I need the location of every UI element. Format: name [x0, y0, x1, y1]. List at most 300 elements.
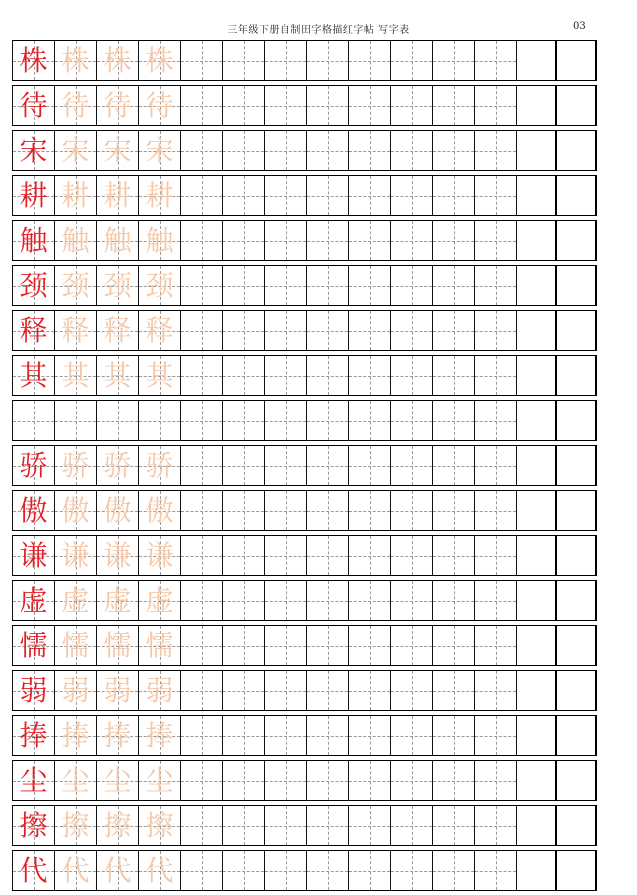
- trace-cell: [96, 806, 138, 845]
- model-character: 懦: [19, 628, 48, 662]
- writing-cell[interactable]: [222, 356, 264, 395]
- writing-cell[interactable]: [348, 311, 390, 350]
- writing-cell[interactable]: [180, 86, 222, 125]
- trace-cell: [54, 446, 96, 485]
- trace-character: 释: [61, 313, 90, 347]
- writing-cell[interactable]: [180, 131, 222, 170]
- writing-cell[interactable]: [180, 716, 222, 755]
- trace-character: 懦: [103, 628, 132, 662]
- grid-end-line: [516, 806, 517, 845]
- writing-cell[interactable]: [306, 536, 348, 575]
- trace-character: 释: [145, 313, 174, 347]
- trace-cell: [96, 626, 138, 665]
- practice-grid: [12, 40, 597, 895]
- writing-cell[interactable]: [180, 671, 222, 710]
- writing-cell[interactable]: [306, 806, 348, 845]
- trace-cell: [138, 266, 180, 305]
- blank-box[interactable]: [555, 356, 597, 395]
- writing-cell[interactable]: [264, 221, 306, 260]
- trace-cell: [54, 671, 96, 710]
- trace-character: 傲: [145, 493, 174, 527]
- writing-cell[interactable]: [474, 536, 516, 575]
- writing-cell[interactable]: [180, 176, 222, 215]
- model-cell: [12, 176, 54, 215]
- trace-character: 傲: [61, 493, 90, 527]
- writing-cell[interactable]: [348, 266, 390, 305]
- blank-box[interactable]: [555, 626, 597, 665]
- trace-character: 代: [61, 853, 90, 887]
- writing-cell[interactable]: [474, 671, 516, 710]
- trace-character: 耕: [61, 178, 90, 212]
- writing-cell[interactable]: [306, 266, 348, 305]
- blank-box[interactable]: [555, 806, 597, 845]
- writing-cell[interactable]: [432, 446, 474, 485]
- writing-cell[interactable]: [432, 851, 474, 890]
- grid-end-line: [516, 581, 517, 620]
- writing-cell[interactable]: [264, 131, 306, 170]
- writing-cell[interactable]: [264, 266, 306, 305]
- writing-cell[interactable]: [306, 401, 348, 440]
- writing-cell[interactable]: [390, 626, 432, 665]
- blank-box[interactable]: [555, 221, 597, 260]
- writing-cell[interactable]: [390, 716, 432, 755]
- trace-cell: [96, 221, 138, 260]
- trace-cell: [138, 581, 180, 620]
- trace-character: 尘: [145, 763, 174, 797]
- writing-cell[interactable]: [180, 266, 222, 305]
- writing-cell[interactable]: [348, 581, 390, 620]
- trace-cell: [96, 356, 138, 395]
- writing-cell[interactable]: [180, 311, 222, 350]
- trace-character: 骄: [103, 448, 132, 482]
- writing-cell[interactable]: [222, 221, 264, 260]
- page-number: 03: [573, 21, 586, 32]
- writing-cell[interactable]: [306, 86, 348, 125]
- writing-cell[interactable]: [432, 761, 474, 800]
- writing-cell[interactable]: [390, 536, 432, 575]
- writing-cell[interactable]: [432, 581, 474, 620]
- model-cell: [12, 401, 54, 440]
- writing-cell[interactable]: [432, 176, 474, 215]
- writing-cell[interactable]: [180, 851, 222, 890]
- grid-end-line: [516, 311, 517, 350]
- writing-cell[interactable]: [348, 131, 390, 170]
- writing-cell[interactable]: [474, 446, 516, 485]
- model-character: 骄: [19, 448, 48, 482]
- trace-cell: [54, 401, 96, 440]
- writing-cell[interactable]: [180, 761, 222, 800]
- trace-character: 触: [145, 223, 174, 257]
- trace-cell: [138, 86, 180, 125]
- writing-cell[interactable]: [474, 581, 516, 620]
- writing-cell[interactable]: [222, 266, 264, 305]
- writing-cell[interactable]: [264, 311, 306, 350]
- writing-cell[interactable]: [264, 761, 306, 800]
- trace-cell: [96, 491, 138, 530]
- model-character: 释: [19, 313, 48, 347]
- trace-character: 待: [145, 88, 174, 122]
- writing-cell[interactable]: [474, 851, 516, 890]
- grid-end-line: [516, 356, 517, 395]
- model-character: 待: [19, 88, 48, 122]
- trace-cell: [138, 806, 180, 845]
- writing-cell[interactable]: [264, 626, 306, 665]
- writing-cell[interactable]: [264, 581, 306, 620]
- trace-cell: [138, 671, 180, 710]
- writing-cell[interactable]: [180, 626, 222, 665]
- writing-cell[interactable]: [348, 86, 390, 125]
- writing-cell[interactable]: [390, 401, 432, 440]
- trace-character: 捧: [103, 718, 132, 752]
- writing-cell[interactable]: [474, 401, 516, 440]
- grid-end-line: [516, 446, 517, 485]
- trace-character: 捧: [145, 718, 174, 752]
- writing-cell[interactable]: [222, 401, 264, 440]
- trace-cell: [54, 41, 96, 80]
- writing-cell[interactable]: [306, 671, 348, 710]
- writing-cell[interactable]: [264, 41, 306, 80]
- writing-cell[interactable]: [390, 671, 432, 710]
- writing-cell[interactable]: [306, 131, 348, 170]
- practice-row: [12, 490, 597, 531]
- model-character: 捧: [19, 718, 48, 752]
- trace-character: 其: [61, 358, 90, 392]
- practice-row: [12, 625, 597, 666]
- trace-character: 骄: [61, 448, 90, 482]
- trace-cell: [96, 311, 138, 350]
- writing-cell[interactable]: [180, 41, 222, 80]
- trace-character: 谦: [61, 538, 90, 572]
- writing-cell[interactable]: [222, 446, 264, 485]
- model-cell: [12, 491, 54, 530]
- trace-cell: [96, 176, 138, 215]
- model-cell: [12, 761, 54, 800]
- writing-cell[interactable]: [432, 131, 474, 170]
- trace-cell: [54, 221, 96, 260]
- writing-cell[interactable]: [222, 311, 264, 350]
- model-character: 谦: [19, 538, 48, 572]
- practice-row: [12, 400, 597, 441]
- trace-cell: [54, 716, 96, 755]
- writing-cell[interactable]: [474, 626, 516, 665]
- trace-character: 尘: [103, 763, 132, 797]
- writing-cell[interactable]: [180, 536, 222, 575]
- writing-cell[interactable]: [306, 311, 348, 350]
- trace-cell: [138, 401, 180, 440]
- grid-end-line: [516, 131, 517, 170]
- writing-cell[interactable]: [474, 356, 516, 395]
- blank-box[interactable]: [555, 41, 597, 80]
- model-cell: [12, 626, 54, 665]
- writing-cell[interactable]: [348, 491, 390, 530]
- writing-cell[interactable]: [222, 41, 264, 80]
- writing-cell[interactable]: [306, 716, 348, 755]
- writing-cell[interactable]: [348, 176, 390, 215]
- blank-box[interactable]: [555, 176, 597, 215]
- trace-cell: [138, 716, 180, 755]
- writing-cell[interactable]: [306, 221, 348, 260]
- writing-cell[interactable]: [306, 761, 348, 800]
- model-cell: [12, 806, 54, 845]
- writing-cell[interactable]: [348, 806, 390, 845]
- writing-cell[interactable]: [474, 176, 516, 215]
- writing-cell[interactable]: [348, 221, 390, 260]
- blank-box[interactable]: [555, 851, 597, 890]
- trace-character: 擦: [61, 808, 90, 842]
- writing-cell[interactable]: [390, 176, 432, 215]
- writing-cell[interactable]: [390, 581, 432, 620]
- trace-cell: [96, 41, 138, 80]
- writing-cell[interactable]: [348, 716, 390, 755]
- trace-character: 触: [61, 223, 90, 257]
- trace-character: 宋: [103, 133, 132, 167]
- grid-end-line: [516, 401, 517, 440]
- writing-cell[interactable]: [264, 86, 306, 125]
- writing-cell[interactable]: [264, 716, 306, 755]
- writing-cell[interactable]: [390, 761, 432, 800]
- trace-cell: [54, 761, 96, 800]
- writing-cell[interactable]: [432, 491, 474, 530]
- practice-row: [12, 130, 597, 171]
- trace-character: 株: [145, 43, 174, 77]
- blank-box[interactable]: [555, 131, 597, 170]
- writing-cell[interactable]: [264, 671, 306, 710]
- blank-box[interactable]: [555, 671, 597, 710]
- trace-character: 其: [145, 358, 174, 392]
- writing-cell[interactable]: [390, 356, 432, 395]
- model-cell: [12, 131, 54, 170]
- trace-cell: [96, 401, 138, 440]
- trace-character: 弱: [103, 673, 132, 707]
- writing-cell[interactable]: [264, 176, 306, 215]
- writing-cell[interactable]: [180, 446, 222, 485]
- blank-box[interactable]: [555, 86, 597, 125]
- writing-cell[interactable]: [264, 491, 306, 530]
- writing-cell[interactable]: [390, 491, 432, 530]
- model-cell: [12, 446, 54, 485]
- blank-box[interactable]: [555, 446, 597, 485]
- writing-cell[interactable]: [474, 131, 516, 170]
- writing-cell[interactable]: [432, 671, 474, 710]
- trace-cell: [96, 761, 138, 800]
- model-cell: [12, 41, 54, 80]
- writing-cell[interactable]: [390, 806, 432, 845]
- trace-character: 耕: [103, 178, 132, 212]
- trace-character: 谦: [103, 538, 132, 572]
- grid-end-line: [516, 266, 517, 305]
- writing-cell[interactable]: [222, 536, 264, 575]
- trace-cell: [138, 491, 180, 530]
- writing-cell[interactable]: [180, 356, 222, 395]
- writing-cell[interactable]: [474, 806, 516, 845]
- grid-end-line: [516, 716, 517, 755]
- writing-cell[interactable]: [390, 41, 432, 80]
- writing-cell[interactable]: [474, 716, 516, 755]
- writing-cell[interactable]: [180, 806, 222, 845]
- blank-box[interactable]: [555, 266, 597, 305]
- writing-cell[interactable]: [348, 761, 390, 800]
- trace-cell: [96, 581, 138, 620]
- writing-cell[interactable]: [390, 221, 432, 260]
- writing-cell[interactable]: [348, 851, 390, 890]
- trace-cell: [54, 266, 96, 305]
- writing-cell[interactable]: [222, 131, 264, 170]
- writing-cell[interactable]: [474, 266, 516, 305]
- practice-row: [12, 355, 597, 396]
- trace-character: 株: [103, 43, 132, 77]
- trace-character: 弱: [61, 673, 90, 707]
- writing-cell[interactable]: [222, 581, 264, 620]
- model-character: 宋: [19, 133, 48, 167]
- writing-cell[interactable]: [264, 356, 306, 395]
- writing-cell[interactable]: [432, 356, 474, 395]
- writing-cell[interactable]: [222, 806, 264, 845]
- trace-character: 代: [103, 853, 132, 887]
- writing-cell[interactable]: [306, 581, 348, 620]
- writing-cell[interactable]: [474, 41, 516, 80]
- writing-cell[interactable]: [432, 266, 474, 305]
- writing-cell[interactable]: [474, 491, 516, 530]
- trace-character: 释: [103, 313, 132, 347]
- trace-character: 宋: [145, 133, 174, 167]
- model-character: 颈: [19, 268, 48, 302]
- writing-cell[interactable]: [474, 761, 516, 800]
- writing-cell[interactable]: [180, 581, 222, 620]
- writing-cell[interactable]: [390, 86, 432, 125]
- writing-cell[interactable]: [222, 86, 264, 125]
- trace-cell: [54, 851, 96, 890]
- trace-cell: [54, 626, 96, 665]
- trace-cell: [138, 356, 180, 395]
- model-cell: [12, 671, 54, 710]
- trace-cell: [138, 446, 180, 485]
- blank-box[interactable]: [555, 716, 597, 755]
- writing-cell[interactable]: [348, 41, 390, 80]
- writing-cell[interactable]: [348, 401, 390, 440]
- writing-cell[interactable]: [432, 221, 474, 260]
- practice-row: [12, 85, 597, 126]
- trace-character: 懦: [61, 628, 90, 662]
- writing-cell[interactable]: [264, 536, 306, 575]
- blank-box[interactable]: [555, 491, 597, 530]
- grid-end-line: [516, 176, 517, 215]
- writing-cell[interactable]: [306, 491, 348, 530]
- writing-cell[interactable]: [180, 401, 222, 440]
- writing-cell[interactable]: [348, 446, 390, 485]
- writing-cell[interactable]: [222, 851, 264, 890]
- writing-cell[interactable]: [390, 311, 432, 350]
- writing-cell[interactable]: [264, 401, 306, 440]
- writing-cell[interactable]: [180, 491, 222, 530]
- writing-cell[interactable]: [306, 41, 348, 80]
- writing-cell[interactable]: [264, 806, 306, 845]
- writing-cell[interactable]: [348, 356, 390, 395]
- practice-row: [12, 175, 597, 216]
- writing-cell[interactable]: [432, 536, 474, 575]
- model-cell: [12, 86, 54, 125]
- trace-cell: [138, 176, 180, 215]
- practice-row: [12, 40, 597, 81]
- blank-box[interactable]: [555, 536, 597, 575]
- writing-cell[interactable]: [306, 446, 348, 485]
- writing-cell[interactable]: [222, 491, 264, 530]
- writing-cell[interactable]: [222, 761, 264, 800]
- trace-character: 骄: [145, 448, 174, 482]
- trace-character: 待: [61, 88, 90, 122]
- writing-cell[interactable]: [390, 266, 432, 305]
- writing-cell[interactable]: [432, 311, 474, 350]
- trace-cell: [54, 806, 96, 845]
- trace-cell: [138, 536, 180, 575]
- trace-character: 颈: [145, 268, 174, 302]
- trace-character: 虚: [61, 583, 90, 617]
- writing-cell[interactable]: [222, 716, 264, 755]
- writing-cell[interactable]: [432, 806, 474, 845]
- writing-cell[interactable]: [264, 446, 306, 485]
- trace-character: 代: [145, 853, 174, 887]
- writing-cell[interactable]: [306, 851, 348, 890]
- trace-cell: [138, 851, 180, 890]
- grid-end-line: [516, 536, 517, 575]
- grid-end-line: [516, 761, 517, 800]
- writing-cell[interactable]: [306, 176, 348, 215]
- writing-cell[interactable]: [222, 671, 264, 710]
- writing-cell[interactable]: [222, 176, 264, 215]
- trace-cell: [138, 761, 180, 800]
- writing-cell[interactable]: [222, 626, 264, 665]
- writing-cell[interactable]: [474, 311, 516, 350]
- writing-cell[interactable]: [390, 851, 432, 890]
- writing-cell[interactable]: [264, 851, 306, 890]
- model-cell: [12, 851, 54, 890]
- writing-cell[interactable]: [432, 626, 474, 665]
- writing-cell[interactable]: [432, 401, 474, 440]
- writing-cell[interactable]: [348, 626, 390, 665]
- writing-cell[interactable]: [348, 536, 390, 575]
- writing-cell[interactable]: [432, 86, 474, 125]
- writing-cell[interactable]: [390, 446, 432, 485]
- writing-cell[interactable]: [180, 221, 222, 260]
- blank-box[interactable]: [555, 581, 597, 620]
- model-character: 株: [19, 43, 48, 77]
- blank-box[interactable]: [555, 401, 597, 440]
- trace-cell: [138, 41, 180, 80]
- practice-row: [12, 445, 597, 486]
- blank-box[interactable]: [555, 311, 597, 350]
- writing-cell[interactable]: [474, 221, 516, 260]
- trace-character: 擦: [103, 808, 132, 842]
- model-character: 弱: [19, 673, 48, 707]
- trace-character: 耕: [145, 178, 174, 212]
- writing-cell[interactable]: [348, 671, 390, 710]
- trace-cell: [96, 266, 138, 305]
- trace-cell: [96, 131, 138, 170]
- writing-cell[interactable]: [432, 716, 474, 755]
- trace-cell: [54, 176, 96, 215]
- writing-cell[interactable]: [306, 356, 348, 395]
- writing-cell[interactable]: [390, 131, 432, 170]
- model-character: 代: [19, 853, 48, 887]
- writing-cell[interactable]: [432, 41, 474, 80]
- practice-row: [12, 535, 597, 576]
- blank-box[interactable]: [555, 761, 597, 800]
- writing-cell[interactable]: [306, 626, 348, 665]
- trace-cell: [54, 311, 96, 350]
- writing-cell[interactable]: [474, 86, 516, 125]
- model-cell: [12, 266, 54, 305]
- practice-row: [12, 220, 597, 261]
- practice-row: [12, 715, 597, 756]
